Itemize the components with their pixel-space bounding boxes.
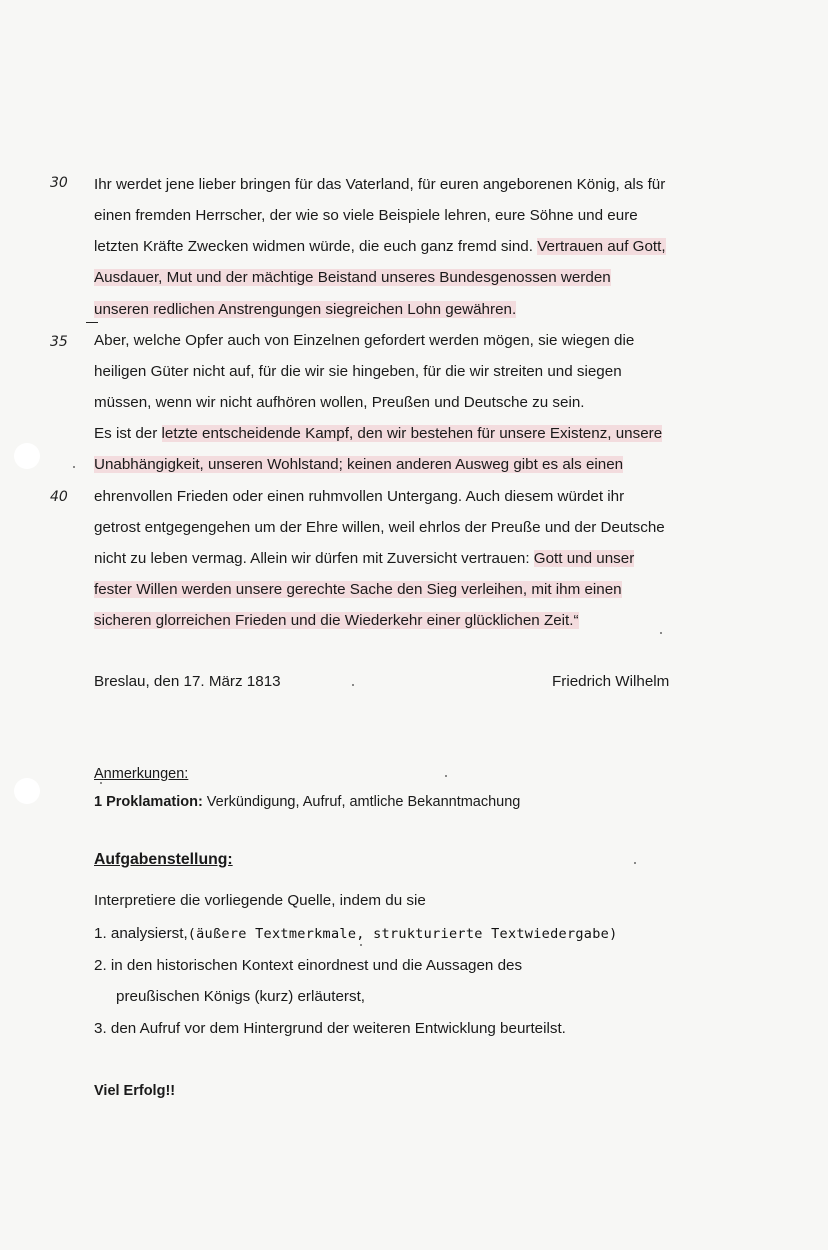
text-line — [94, 267, 611, 289]
text-line: nicht zu leben vermag. Allein wir dürfen mit Zuversicht vertrauen: Gott und unser — [94, 550, 635, 567]
speck — [100, 782, 102, 784]
highlighted-text: Gott und unser — [533, 550, 635, 567]
line-number-30: 30 — [50, 175, 68, 191]
notes-item-text: Verkündigung, Aufruf, amtliche Bekanntmachung — [202, 794, 521, 810]
speck — [73, 466, 75, 468]
text-line: letzten Kräfte Zwecken widmen würde, die euch ganz fremd sind. Vertrauen auf Gott, — [94, 238, 666, 255]
highlighted-text: letzte entscheidende Kampf, den wir bestehen für unsere Existenz, unsere — [161, 425, 663, 442]
notes-heading: Anmerkungen: — [94, 766, 189, 782]
text-line: heiligen Güter nicht auf, für die wir sie hingeben, für die wir streiten und siegen — [94, 363, 622, 380]
text-line — [94, 610, 579, 632]
task-item-2: 2. in den historischen Kontext einordnest und die Aussagen des — [94, 957, 523, 974]
highlighted-text: sicheren glorreichen Frieden und die Wiederkehr einer glücklichen Zeit.“ — [94, 612, 579, 629]
place-date: Breslau, den 17. März 1813 — [94, 673, 281, 690]
task-item-1: 1. analysierst,(äußere Textmerkmale, strukturierte Textwiedergabe) — [94, 925, 618, 942]
highlighted-text: unseren redlichen Anstrengungen siegreichen Lohn gewähren. — [94, 301, 517, 318]
notes-item — [94, 791, 520, 813]
text-line — [94, 579, 622, 601]
highlighted-text: Vertrauen auf Gott, — [537, 238, 666, 255]
text-line: einen fremden Herrscher, der wie so viele Beispiele lehren, eure Söhne und eure — [94, 207, 638, 224]
signature: Friedrich Wilhelm — [552, 673, 670, 690]
task-intro: Interpretiere die vorliegende Quelle, indem du sie — [94, 892, 426, 909]
text-line: Ihr werdet jene lieber bringen für das Vaterland, für euren angeborenen König, als für — [94, 176, 666, 193]
task-heading: Aufgabenstellung: — [94, 851, 233, 868]
text-line: getrost entgegengehen um der Ehre willen, weil ehrlos der Preuße und der Deutsche — [94, 519, 665, 536]
highlighted-text: Unabhängigkeit, unseren Wohlstand; keinen anderen Ausweg gibt es als einen — [94, 456, 624, 473]
text-line: ehrenvollen Frieden oder einen ruhmvollen Untergang. Auch diesem würdet ihr — [94, 488, 625, 505]
closing: Viel Erfolg!! — [94, 1083, 176, 1099]
notes-item-label: 1 Proklamation: — [94, 794, 203, 810]
handwritten-note: (äußere Textmerkmale, strukturierte Textwiedergabe) — [187, 926, 618, 942]
highlighted-text: fester Willen werden unsere gerechte Sache den Sieg verleihen, mit ihm einen — [94, 581, 622, 598]
speck — [445, 775, 447, 777]
task-item-3: 3. den Aufruf vor dem Hintergrund der weiteren Entwicklung beurteilst. — [94, 1020, 566, 1037]
punch-hole — [14, 443, 40, 469]
task-item-2-continued: preußischen Königs (kurz) erläuterst, — [116, 988, 366, 1005]
text-line: müssen, wenn wir nicht aufhören wollen, Preußen und Deutsche zu sein. — [94, 394, 585, 411]
text-line — [94, 299, 516, 321]
punch-hole — [14, 778, 40, 804]
line-number-35: 35 — [50, 334, 68, 350]
line-marker — [86, 322, 98, 323]
text-line: Aber, welche Opfer auch von Einzelnen gefordert werden mögen, sie wiegen die — [94, 332, 635, 349]
line-number-40: 40 — [50, 489, 68, 505]
text-line: Es ist der letzte entscheidende Kampf, den wir bestehen für unsere Existenz, unsere — [94, 425, 663, 442]
speck — [360, 944, 362, 946]
speck — [660, 632, 662, 634]
text-line — [94, 454, 623, 476]
highlighted-text: Ausdauer, Mut und der mächtige Beistand unseres Bundesgenossen werden — [94, 269, 611, 286]
speck — [634, 862, 636, 864]
speck — [352, 684, 354, 686]
